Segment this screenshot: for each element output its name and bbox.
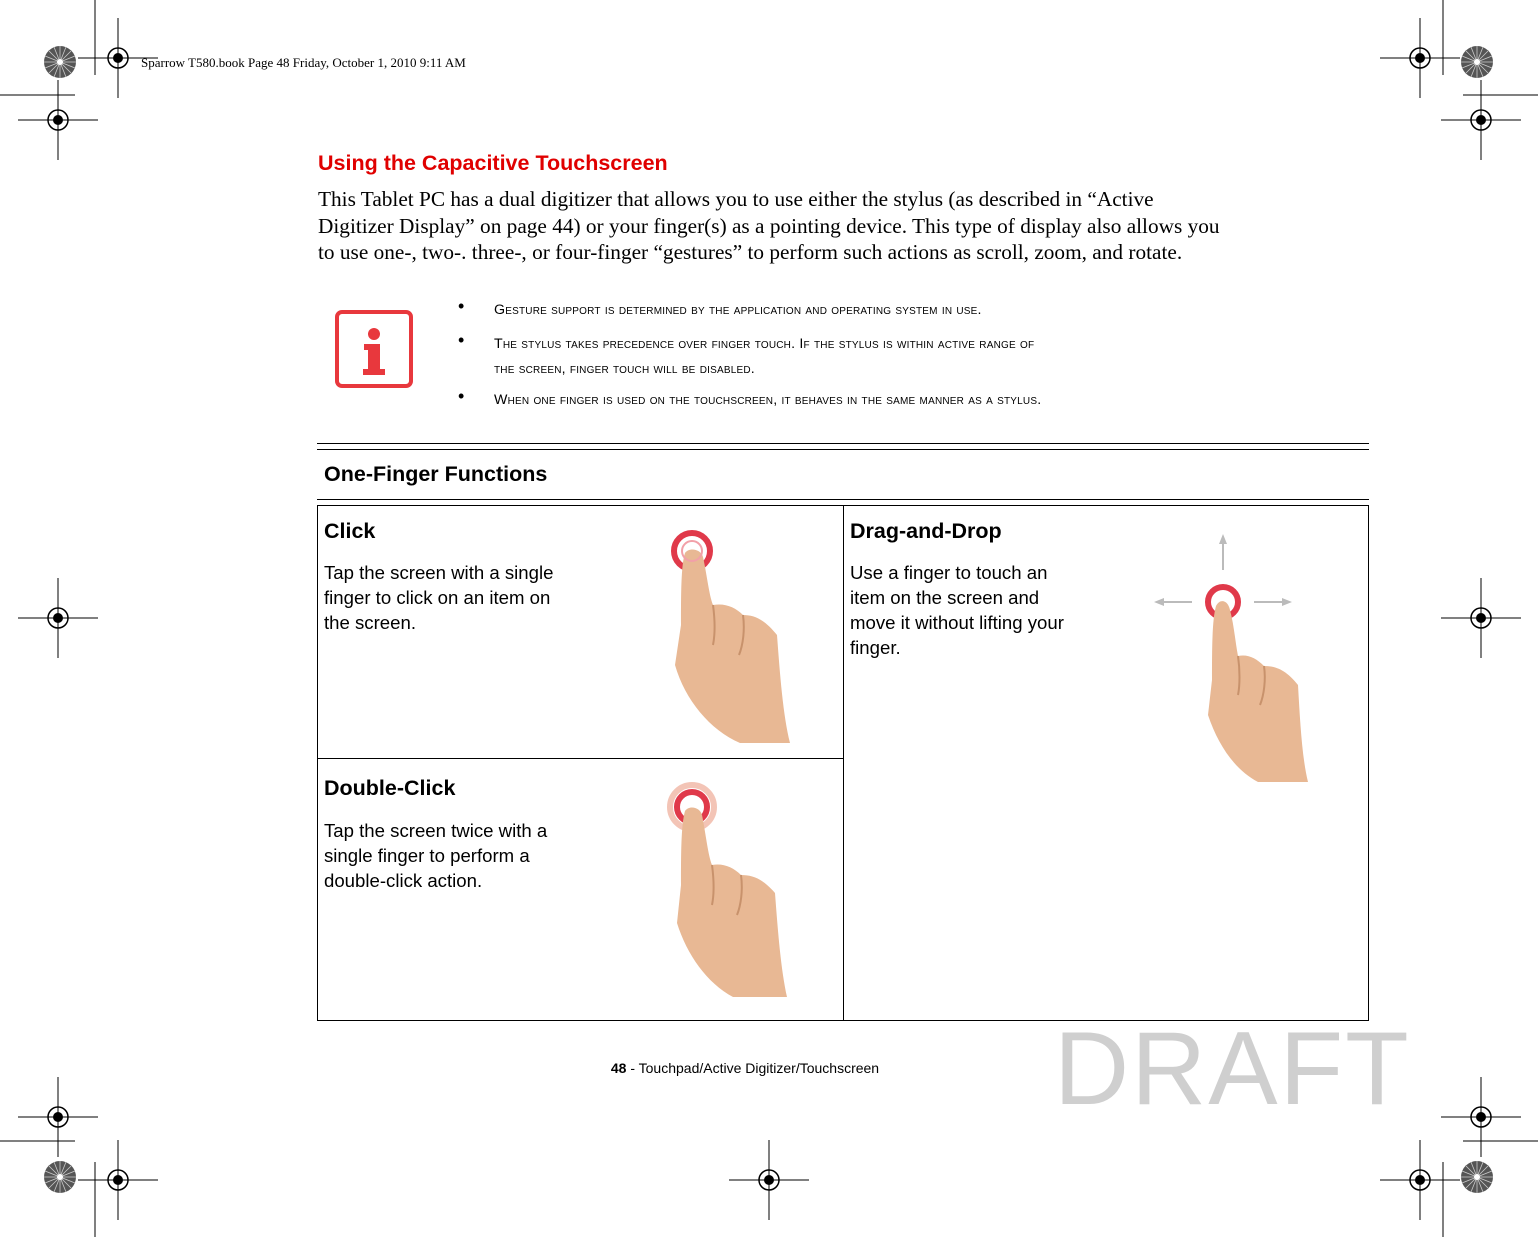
drag-drop-line: item on the screen and (850, 587, 1040, 608)
note-text: The stylus takes precedence over finger touch. If the stylus is within active range of (494, 336, 1035, 352)
bullet: • (458, 296, 465, 316)
drag-drop-line: finger. (850, 637, 901, 658)
intro-paragraph (318, 186, 1378, 266)
double-click-line: single finger to perform a (324, 845, 530, 866)
drag-drop-line: move it without lifting your (850, 612, 1064, 633)
click-title: Click (324, 519, 376, 543)
double-click-description (324, 818, 547, 893)
bullet: • (458, 386, 465, 406)
book-slug: Sparrow T580.book Page 48 Friday, October 1, 2010 9:11 AM (141, 55, 466, 70)
double-tap-hand-icon (615, 775, 815, 1005)
click-line: finger to click on an item on (324, 587, 551, 608)
double-click-line: Tap the screen twice with a (324, 820, 548, 841)
click-line: Tap the screen with a single (324, 562, 554, 583)
note-text: Gesture support is determined by the application and operating system in use. (494, 302, 982, 318)
drag-drop-title: Drag-and-Drop (850, 519, 1002, 543)
intro-line: This Tablet PC has a dual digitizer that allows you to use either the stylus (as described in “Active (318, 187, 1154, 211)
row-divider (317, 758, 844, 759)
note-text: When one finger is used on the touchscreen, it behaves in the same manner as a stylus. (494, 392, 1042, 408)
drag-drop-description (850, 560, 1064, 660)
click-description (324, 560, 553, 635)
page-number: 48 (610, 1060, 627, 1076)
drag-drop-line: Use a finger to touch an (850, 562, 1048, 583)
intro-line: Digitizer Display” on page 44) or your finger(s) as a pointing device. This type of display also allows you (318, 213, 1220, 238)
note-text: the screen, finger touch will be disabled. (494, 361, 755, 377)
single-tap-hand-icon (615, 515, 815, 750)
double-click-line: double-click action. (324, 870, 483, 891)
table-heading: One-Finger Functions (324, 462, 548, 486)
column-divider (843, 505, 844, 1021)
section-title: Using the Capacitive Touchscreen (318, 151, 668, 175)
table-top-rule (317, 449, 1369, 450)
draft-watermark: DRAFT (1054, 1011, 1411, 1127)
click-line: the screen. (324, 612, 416, 633)
footer-text: - Touchpad/Active Digitizer/Touchscreen (626, 1060, 880, 1076)
double-click-title: Double-Click (324, 776, 456, 800)
info-icon (335, 310, 413, 388)
drag-hand-icon (1130, 520, 1340, 790)
bullet: • (458, 330, 465, 350)
table-heading-rule (317, 499, 1369, 500)
intro-line: to use one-, two-. three-, or four-finger “gestures” to perform such actions as scroll, zoom, and rotate. (318, 240, 1183, 264)
table-top-rule (317, 443, 1369, 444)
